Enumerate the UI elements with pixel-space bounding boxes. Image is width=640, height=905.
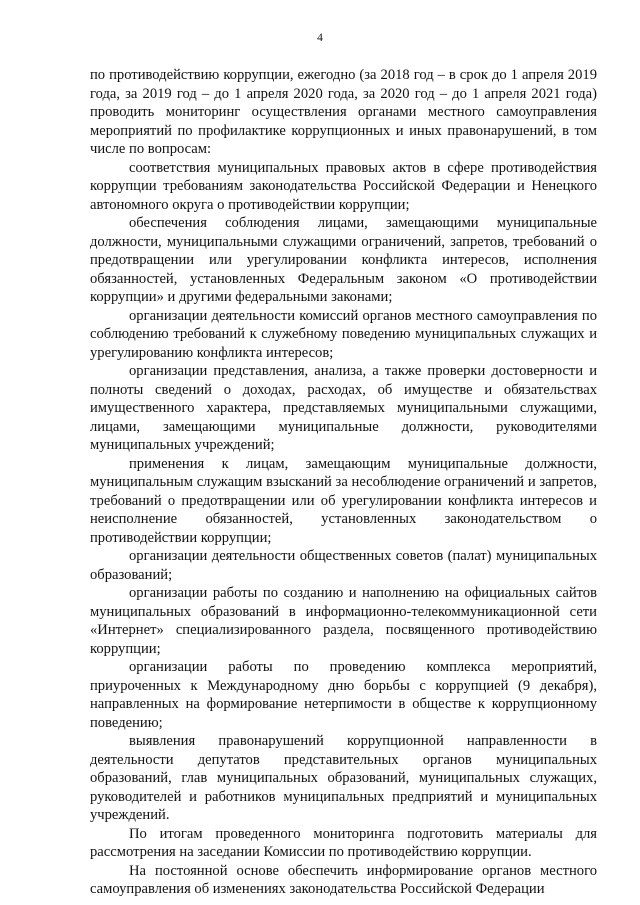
page-number: 4 bbox=[317, 32, 323, 44]
paragraph-continuation: по противодействию коррупции, ежегодно (за 2018 год – в срок до 1 апреля 2019 года, за 2019 год – до 1 апреля 2020 года, за 2020 год – до 1 апреля 2021 года) проводить мониторинг осуществления органами местного самоуправления мероприятий по профилактике коррупционных и иных правонарушений, в том числе по вопросам: bbox=[90, 67, 597, 157]
paragraph-item: организации представления, анализа, а также проверки достоверности и полноты сведений о доходах, расходах, об имуществе и обязательствах имущественного характера, представляемых муниципальными служащими, лицами, замещающими муниципальные должности, руководителями муниципальных учреждений; bbox=[90, 363, 597, 453]
paragraph-item: выявления правонарушений коррупционной направленности в деятельности депутатов представительных органов муниципальных образований, глав муниципальных образований, муниципальных служащих, руководителей и работников муниципальных предприятий и муниципальных учреждений. bbox=[90, 733, 597, 823]
paragraph-item: соответствия муниципальных правовых актов в сфере противодействия коррупции требованиям законодательства Российской Федерации и Ненецкого автономного округа о противодействии коррупции; bbox=[90, 159, 597, 213]
paragraph-informing: На постоянной основе обеспечить информирование органов местного самоуправления об изменениях законодательства Российской Федерации bbox=[90, 862, 597, 897]
paragraph-item: организации работы по проведению комплекса мероприятий, приуроченных к Международному дню борьбы с коррупцией (9 декабря), направленных на формирование нетерпимости в обществе к коррупционному поведению; bbox=[90, 659, 597, 731]
paragraph-item: организации работы по созданию и наполнению на официальных сайтов муниципальных образований в информационно-телекоммуникационной сети «Интернет» специализированного раздела, посвященного противодействию коррупции; bbox=[90, 585, 597, 657]
paragraph-item: применения к лицам, замещающим муниципальные должности, муниципальным служащим взысканий за несоблюдение ограничений и запретов, требований о предотвращении или об урегулировании конфликта интересов и неисполнение обязанностей, установленных законодательством о противодействии коррупции; bbox=[90, 455, 597, 546]
paragraph-item: обеспечения соблюдения лицами, замещающими муниципальные должности, муниципальными служащими ограничений, запретов, требований о предотвращении или урегулировании конфликта интересов, исполнения обязанностей, установленных Федеральным законом «О противодействии коррупции» и другими федеральными законами; bbox=[90, 215, 597, 305]
paragraph-item: организации деятельности общественных советов (палат) муниципальных образований; bbox=[90, 548, 597, 583]
paragraph-monitoring-results: По итогам проведенного мониторинга подготовить материалы для рассмотрения на заседании Комиссии по противодействию коррупции. bbox=[90, 825, 597, 860]
document-body bbox=[90, 66, 597, 899]
paragraph-item: организации деятельности комиссий органов местного самоуправления по соблюдению требований к служебному поведению муниципальных служащих и урегулированию конфликта интересов; bbox=[90, 307, 597, 361]
